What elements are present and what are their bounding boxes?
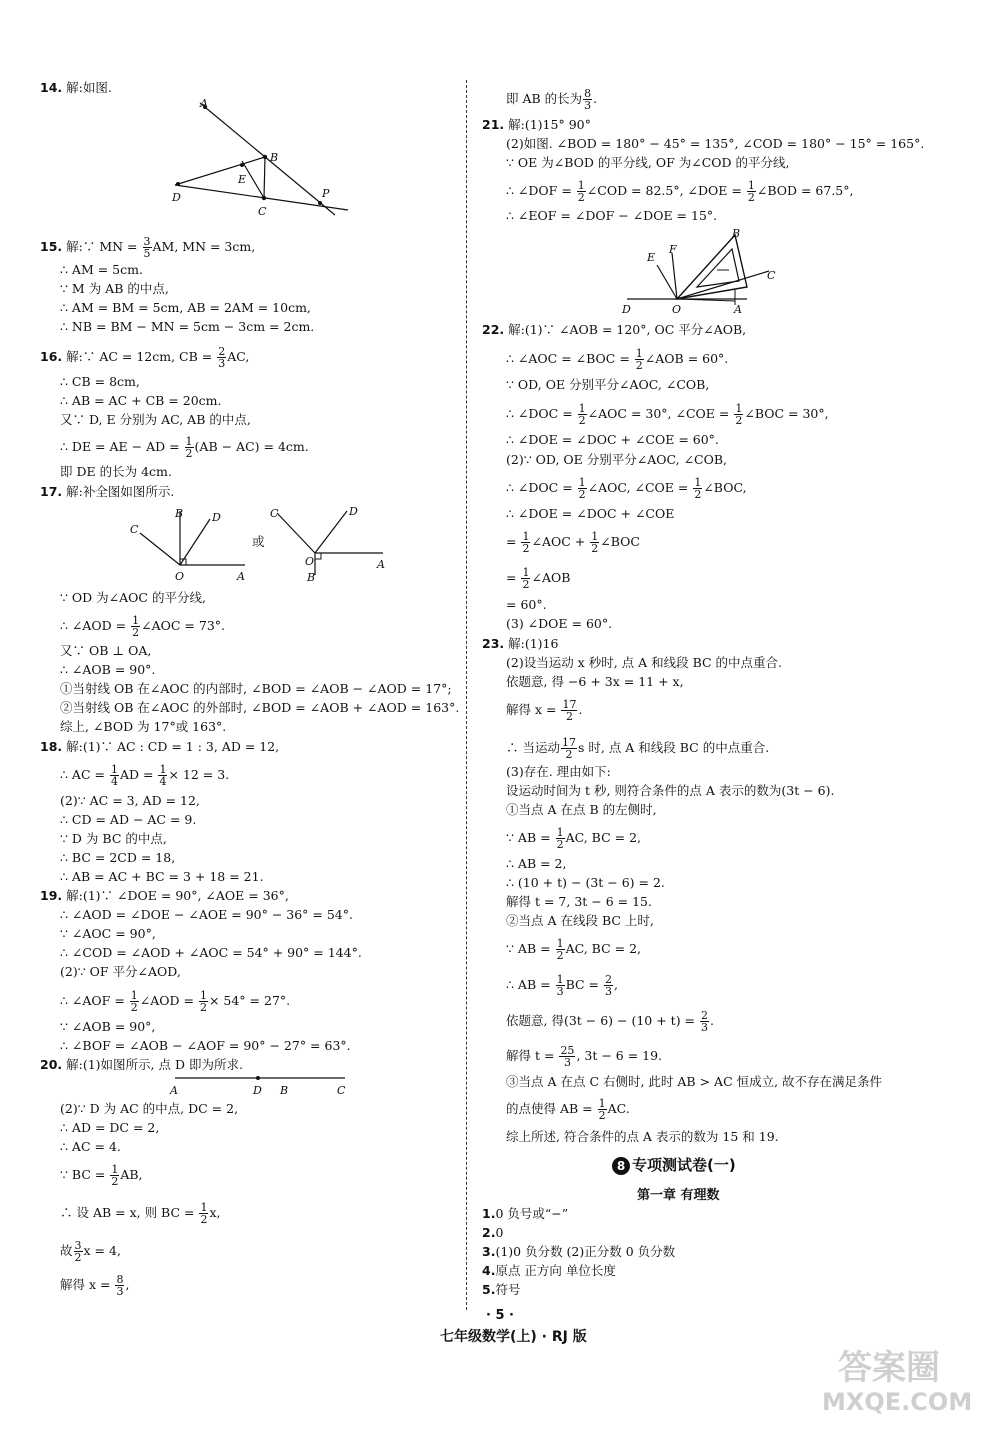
q17-figure-2: [265, 503, 395, 585]
q19-line-4: ∴ ∠COD = ∠AOD + ∠AOC = 54° + 90° = 144°.: [60, 945, 362, 960]
q17b-label-d: D: [349, 505, 358, 518]
q23-line-7: 设运动时间为 t 秒, 则符合条件的点 A 表示的数为(3t − 6).: [506, 783, 835, 798]
q21-figure: [617, 225, 787, 317]
q22-line-10: = $\frac{1}{2}$ ∠AOB: [506, 566, 571, 591]
q17-line-8: 综上, ∠BOD 为 17°或 163°.: [60, 719, 227, 734]
q22-line-2: ∴ ∠AOC = ∠BOC = $\frac{1}{2}$ ∠AOB = 60°.: [506, 347, 729, 372]
q21-label-d: D: [622, 303, 631, 316]
q22-line-5: ∴ ∠DOE = ∠DOC + ∠COE = 60°.: [506, 432, 719, 447]
column-divider: [466, 80, 467, 1310]
q16-line-2: ∴ CB = 8cm,: [60, 374, 140, 389]
q17-line-7: ②当射线 OB 在∠AOC 的外部时, ∠BOD = ∠AOB + ∠AOD = 163°.: [60, 700, 460, 715]
q17a-label-a: A: [237, 570, 245, 583]
section-title: 8 专项测试卷(一): [612, 1154, 736, 1175]
q23-line-2: (2)设当运动 x 秒时, 点 A 和线段 BC 的中点重合.: [506, 655, 783, 670]
q17a-label-d: D: [212, 511, 221, 524]
q21-line-2: (2)如图. ∠BOD = 180° − 45° = 135°, ∠COD = 180° − 15° = 165°.: [506, 136, 925, 151]
q19-line-1: 19. 解:(1)∵ ∠DOE = 90°, ∠AOE = 36°,: [40, 888, 289, 903]
q18-line-6: ∴ BC = 2CD = 18,: [60, 850, 176, 865]
q22-line-7: ∴ ∠DOC = $\frac{1}{2}$ ∠AOC, ∠COE = $\frac{1}{2}$ ∠BOC,: [506, 476, 747, 501]
q23-line-6: (3)存在. 理由如下:: [506, 764, 611, 779]
r0-line: 即 AB 的长为 $\frac{8}{3}$ .: [506, 87, 598, 112]
book-title: 七年级数学(上) · RJ 版: [440, 1329, 587, 1345]
q19-line-6: ∴ ∠AOF = $\frac{1}{2}$ ∠AOD = $\frac{1}{2}$ × 54° = 27°.: [60, 989, 291, 1014]
q17b-label-o: O: [305, 555, 315, 568]
answer-4: 4.原点 正方向 单位长度: [482, 1263, 616, 1278]
q23-line-19: 的点使得 AB = $\frac{1}{2}$ AC.: [506, 1097, 630, 1122]
watermark-site: MXQE.COM: [822, 1388, 973, 1416]
q19-line-8: ∴ ∠BOF = ∠AOB − ∠AOF = 90° − 27° = 63°.: [60, 1038, 351, 1053]
q20-line-4: ∴ AC = 4.: [60, 1139, 121, 1154]
q21-line-1: 21. 解:(1)15° 90°: [482, 117, 591, 132]
q21-label-f: F: [669, 243, 677, 256]
q23-line-20: 综上所述, 符合条件的点 A 表示的数为 15 和 19.: [506, 1129, 779, 1144]
q17-line-3: ∴ ∠AOD = $\frac{1}{2}$ ∠AOC = 73°.: [60, 614, 226, 639]
q20-figure: [165, 1070, 365, 1100]
q18-line-5: ∵ D 为 BC 的中点,: [60, 831, 167, 846]
q15-line-1: 15. 解:∵ MN = $\frac{3}{5}$ AM, MN = 3cm,: [40, 235, 256, 260]
q18-line-7: ∴ AB = AC + BC = 3 + 18 = 21.: [60, 869, 264, 884]
q15-line-4: ∴ AM = BM = 5cm, AB = 2AM = 10cm,: [60, 300, 311, 315]
q23-line-18: ③当点 A 在点 C 右侧时, 此时 AB > AC 恒成立, 故不存在满足条件: [506, 1074, 883, 1089]
q16-line-6: 即 DE 的长为 4cm.: [60, 464, 172, 479]
q20-line-1: 20. 解:(1)如图所示, 点 D 即为所求.: [40, 1057, 243, 1072]
q21-line-3: ∵ OE 为∠BOD 的平分线, OF 为∠COD 的平分线,: [506, 155, 790, 170]
q14-label-a: A: [200, 97, 208, 110]
q20-line-8: 解得 x = $\frac{8}{3}$ ,: [60, 1273, 130, 1298]
q20-line-2: (2)∵ D 为 AC 的中点, DC = 2,: [60, 1101, 239, 1116]
q14-label-p: P: [322, 187, 330, 200]
q19-line-3: ∵ ∠AOC = 90°,: [60, 926, 156, 941]
answer-1: 1.0 负号或“−”: [482, 1206, 569, 1221]
q17b-label-c: C: [270, 507, 279, 520]
q16-line-3: ∴ AB = AC + CB = 20cm.: [60, 393, 222, 408]
q23-line-17: 解得 t = $\frac{25}{3}$ , 3t − 6 = 19.: [506, 1044, 663, 1069]
q16-line-5: ∴ DE = AE − AD = $\frac{1}{2}$ (AB − AC) = 4cm.: [60, 435, 309, 460]
q23-line-10: ∴ AB = 2,: [506, 856, 567, 871]
q23-line-1: 23. 解:(1)16: [482, 636, 559, 651]
q17-line-1: 17. 解:补全图如图所示.: [40, 484, 175, 499]
q17-line-2: ∵ OD 为∠AOC 的平分线,: [60, 590, 206, 605]
q17-line-6: ①当射线 OB 在∠AOC 的内部时, ∠BOD = ∠AOB − ∠AOD = 17°;: [60, 681, 452, 696]
q20-line-5: ∵ BC = $\frac{1}{2}$ AB,: [60, 1163, 143, 1188]
q23-line-16: 依题意, 得(3t − 6) − (10 + t) = $\frac{2}{3}$ .: [506, 1009, 714, 1034]
q23-line-13: ②当点 A 在线段 BC 上时,: [506, 913, 654, 928]
q23-line-12: 解得 t = 7, 3t − 6 = 15.: [506, 894, 652, 909]
q21-line-5: ∴ ∠EOF = ∠DOF − ∠DOE = 15°.: [506, 208, 718, 223]
q17b-label-b: B: [307, 571, 316, 584]
q17b-label-a: A: [377, 558, 385, 571]
q23-line-3: 依题意, 得 −6 + 3x = 11 + x,: [506, 674, 684, 689]
fraction: $\frac{3}{5}$: [143, 235, 151, 260]
q22-line-9: = $\frac{1}{2}$ ∠AOC + $\frac{1}{2}$ ∠BOC: [506, 530, 640, 555]
q20-label-a: A: [170, 1084, 178, 1097]
q17-line-5: ∴ ∠AOB = 90°.: [60, 662, 156, 677]
q18-line-2: ∴ AC = $\frac{1}{4}$ AD = $\frac{1}{4}$ × 12 = 3.: [60, 763, 230, 788]
q22-line-11: = 60°.: [506, 597, 547, 612]
q14-label-b: B: [270, 151, 279, 164]
q21-label-o: O: [672, 303, 682, 316]
q15-line-3: ∵ M 为 AB 的中点,: [60, 281, 169, 296]
q19-line-2: ∴ ∠AOD = ∠DOE − ∠AOE = 90° − 36° = 54°.: [60, 907, 353, 922]
q18-line-4: ∴ CD = AD − AC = 9.: [60, 812, 197, 827]
q20-line-6: ∴ 设 AB = x, 则 BC = $\frac{1}{2}$ x,: [60, 1201, 221, 1226]
q17-line-4: 又∵ OB ⊥ OA,: [60, 643, 152, 658]
chapter-title: 第一章 有理数: [637, 1188, 720, 1203]
q17-figure-1: [125, 503, 255, 585]
q20-label-c: C: [337, 1084, 346, 1097]
q23-line-5: ∴ 当运动 $\frac{17}{2}$ s 时, 点 A 和线段 BC 的中点重合.: [506, 736, 770, 761]
q14-label-e: E: [238, 173, 247, 186]
page-number: · 5 ·: [486, 1308, 514, 1323]
q18-line-3: (2)∵ AC = 3, AD = 12,: [60, 793, 200, 808]
q18-line-1: 18. 解:(1)∵ AC : CD = 1 : 3, AD = 12,: [40, 739, 280, 754]
q17a-label-o: O: [175, 570, 185, 583]
q20-line-7: 故 $\frac{3}{2}$ x = 4,: [60, 1239, 121, 1264]
q14-label-c: C: [258, 205, 267, 218]
answer-3: 3.(1)0 负分数 (2)正分数 0 负分数: [482, 1244, 676, 1259]
watermark-logo: 答案圈: [838, 1348, 940, 1388]
q22-line-3: ∵ OD, OE 分别平分∠AOC, ∠COB,: [506, 377, 710, 392]
q17a-label-c: C: [130, 523, 139, 536]
q14-line: 14. 解:如图.: [40, 80, 112, 95]
q20-line-3: ∴ AD = DC = 2,: [60, 1120, 160, 1135]
section-badge: 8: [612, 1157, 630, 1175]
q21-line-4: ∴ ∠DOF = $\frac{1}{2}$ ∠COD = 82.5°, ∠DOE = $\frac{1}{2}$ ∠BOD = 67.5°,: [506, 179, 854, 204]
answer-2: 2.0: [482, 1225, 504, 1240]
q21-label-c: C: [767, 269, 776, 282]
q19-line-5: (2)∵ OF 平分∠AOD,: [60, 964, 181, 979]
q23-line-9: ∵ AB = $\frac{1}{2}$ AC, BC = 2,: [506, 826, 641, 851]
q22-line-4: ∴ ∠DOC = $\frac{1}{2}$ ∠AOC = 30°, ∠COE = $\frac{1}{2}$ ∠BOC = 30°,: [506, 402, 829, 427]
q23-line-4: 解得 x = $\frac{17}{2}$ .: [506, 698, 583, 723]
q21-label-e: E: [647, 251, 656, 264]
q20-label-d: D: [253, 1084, 262, 1097]
q15-line-5: ∴ NB = BM − MN = 5cm − 3cm = 2cm.: [60, 319, 315, 334]
q22-line-6: (2)∵ OD, OE 分别平分∠AOC, ∠COB,: [506, 452, 728, 467]
q21-label-b: B: [732, 227, 741, 240]
q16-line-4: 又∵ D, E 分别为 AC, AB 的中点,: [60, 412, 251, 427]
q14-figure: [160, 95, 360, 223]
q22-line-8: ∴ ∠DOE = ∠DOC + ∠COE: [506, 506, 675, 521]
q17a-label-b: B: [175, 507, 184, 520]
q19-line-7: ∵ ∠AOB = 90°,: [60, 1019, 156, 1034]
q22-line-12: (3) ∠DOE = 60°.: [506, 616, 613, 631]
q16-line-1: 16. 解:∵ AC = 12cm, CB = $\frac{2}{3}$ AC,: [40, 345, 250, 370]
q23-line-15: ∴ AB = $\frac{1}{3}$ BC = $\frac{2}{3}$ ,: [506, 973, 618, 998]
q15-line-2: ∴ AM = 5cm.: [60, 262, 143, 277]
q21-label-a: A: [734, 303, 742, 316]
q23-line-11: ∴ (10 + t) − (3t − 6) = 2.: [506, 875, 665, 890]
q14-label-d: D: [172, 191, 181, 204]
q23-line-8: ①当点 A 在点 B 的左侧时,: [506, 802, 657, 817]
answer-5: 5.符号: [482, 1282, 521, 1297]
q20-label-b: B: [280, 1084, 289, 1097]
q22-line-1: 22. 解:(1)∵ ∠AOB = 120°, OC 平分∠AOB,: [482, 322, 747, 337]
q23-line-14: ∵ AB = $\frac{1}{2}$ AC, BC = 2,: [506, 937, 641, 962]
q17-or: 或: [252, 534, 265, 549]
